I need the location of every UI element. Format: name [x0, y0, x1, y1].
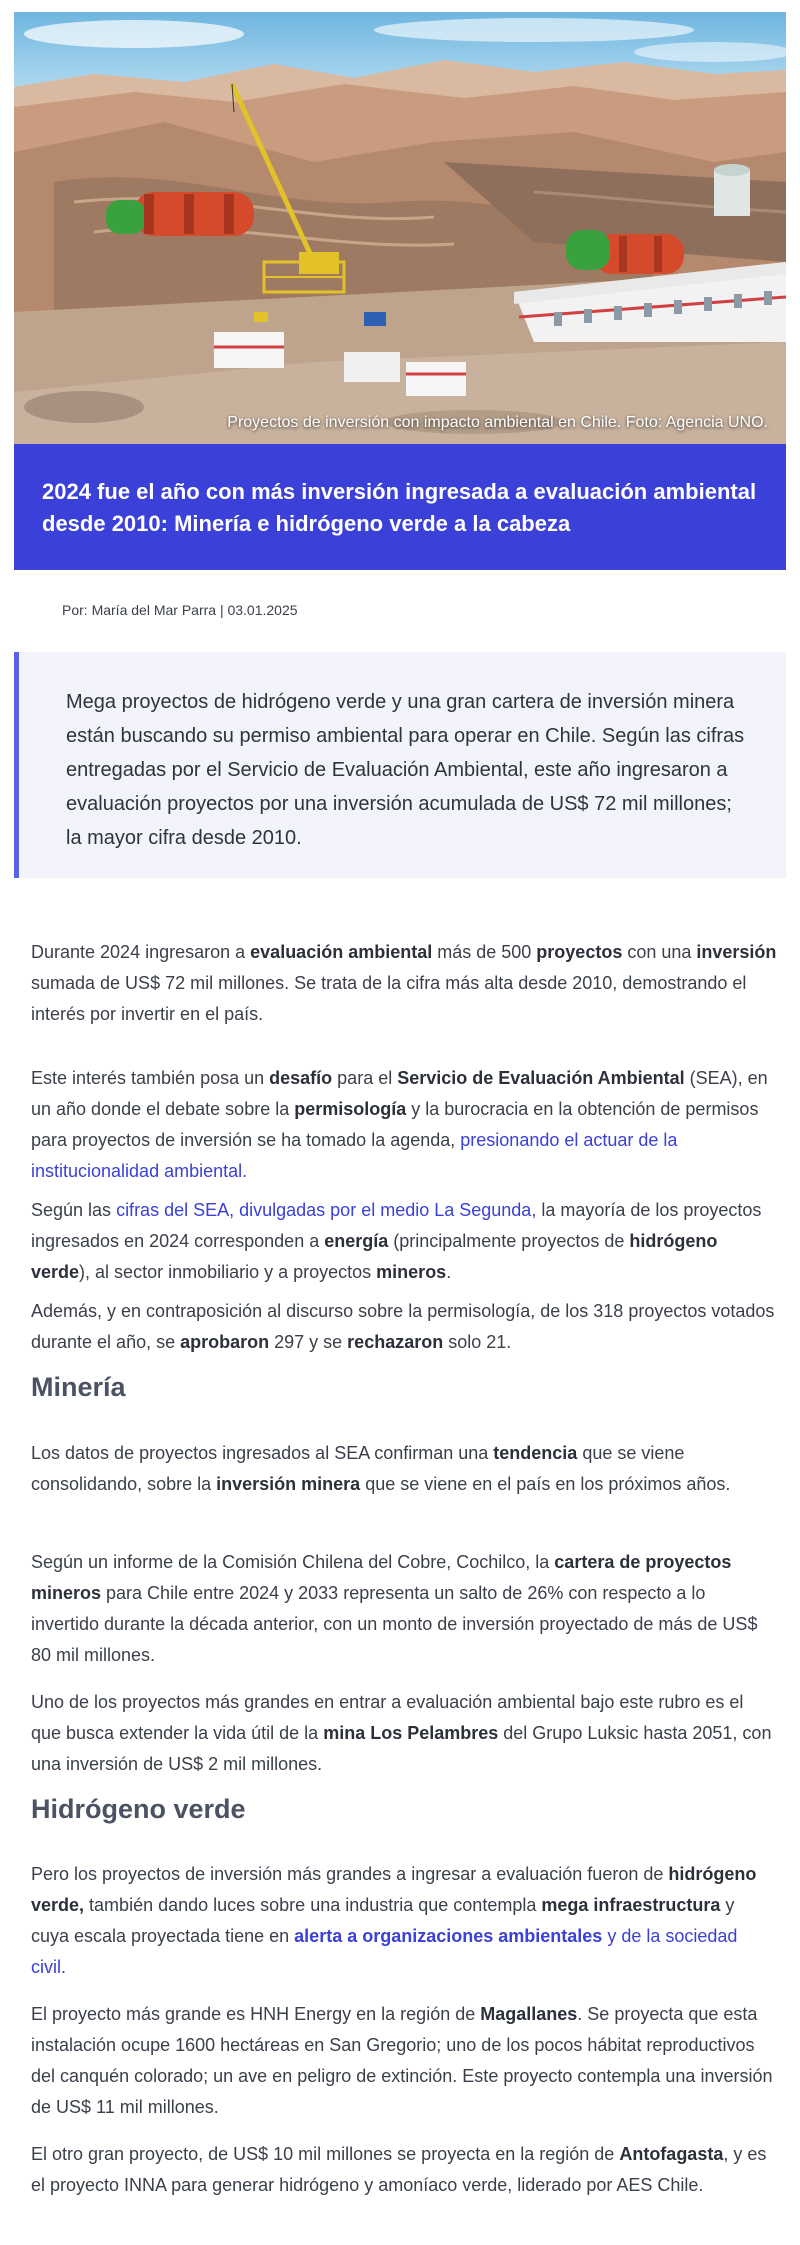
bold-text: inversión	[696, 942, 777, 962]
cifras-sea-link[interactable]: cifras del SEA, divulgadas por el medio La Segunda,	[116, 1200, 537, 1220]
text: Uno de los proyectos más grandes en entrar a evaluación ambiental bajo este rubro es el que busca extender la vida útil de la	[31, 1692, 744, 1743]
text: también dando luces sobre una industria que contempla	[84, 1895, 542, 1915]
paragraph-3	[31, 1195, 777, 1288]
text: Este interés también posa un	[31, 1068, 270, 1088]
bold-text: energía	[324, 1231, 389, 1251]
title-banner	[14, 444, 786, 570]
heading-mineria: Minería	[31, 1372, 126, 1402]
hero-image	[14, 12, 786, 444]
text: sumada de US$ 72 mil millones. Se trata de la cifra más alta desde 2010, demostrando el interés por invertir en el país.	[31, 973, 747, 1024]
text: ), al sector inmobiliario y a proyectos	[79, 1262, 377, 1282]
paragraph-9	[31, 1999, 777, 2123]
paragraph-2	[31, 1063, 777, 1187]
text: , y es el proyecto INNA para generar hidrógeno y amoníaco verde, liderado por AES Chile.	[31, 2144, 767, 2195]
bold-text: proyectos	[536, 942, 623, 962]
text: Durante 2024 ingresaron a	[31, 942, 251, 962]
mining-site-illustration	[14, 12, 786, 444]
paragraph-7	[31, 1687, 777, 1780]
bold-text: hidrógeno verde,	[31, 1864, 757, 1915]
text: Según las	[31, 1200, 117, 1220]
bold-text: hidrógeno verde	[31, 1231, 718, 1282]
bold-text: mineros	[376, 1262, 447, 1282]
article-title: 2024 fue el año con más inversión ingresada a evaluación ambiental desde 2010: Minería e hidrógeno verde a la cabeza	[42, 479, 757, 536]
text: Además, y en contraposición al discurso sobre la permisología, de los 318 proyectos votados durante el año, se	[31, 1301, 775, 1352]
bold-text: rechazaron	[347, 1332, 444, 1352]
bold-text: mega infraestructura	[541, 1895, 721, 1915]
bold-text: inversión minera	[216, 1474, 361, 1494]
paragraph-6	[31, 1547, 777, 1671]
paragraph-4	[31, 1296, 777, 1358]
text: para Chile entre 2024 y 2033 representa un salto de 26% con respecto a lo invertido durante la década anterior, con un monto de inversión proyectado de más de US$ 80 mil millones.	[31, 1583, 758, 1665]
text: (principalmente proyectos de	[388, 1231, 630, 1251]
text: más de 500	[432, 942, 537, 962]
paragraph-10	[31, 2139, 777, 2201]
text: .	[446, 1262, 452, 1282]
link-text: y de la sociedad civil.	[31, 1926, 738, 1977]
heading-hidrogeno: Hidrógeno verde	[31, 1794, 246, 1824]
institucionalidad-link[interactable]: presionando el actuar de la institucionalidad ambiental.	[31, 1130, 678, 1181]
text: para el	[332, 1068, 398, 1088]
text: que se viene consolidando, sobre la	[31, 1443, 685, 1494]
text: Según un informe de la Comisión Chilena del Cobre, Cochilco, la	[31, 1552, 555, 1572]
bold-text: Servicio de Evaluación Ambiental	[397, 1068, 685, 1088]
text: (SEA), en un año donde el debate sobre la	[31, 1068, 768, 1119]
paragraph-1	[31, 937, 777, 1030]
paragraph-5	[31, 1438, 777, 1500]
text: y cuya escala proyectada tiene en	[31, 1895, 735, 1946]
text: El otro gran proyecto, de US$ 10 mil millones se proyecta en la región de	[31, 2144, 620, 2164]
bold-text: tendencia	[493, 1443, 578, 1463]
text: y la burocracia en la obtención de permisos para proyectos de inversión se ha tomado la agenda,	[31, 1099, 759, 1150]
bold-text: Antofagasta	[619, 2144, 724, 2164]
bold-text: permisología	[294, 1099, 407, 1119]
hero-caption: Proyectos de inversión con impacto ambiental en Chile. Foto: Agencia UNO.	[227, 414, 768, 431]
bold-text: evaluación ambiental	[250, 942, 433, 962]
text: que se viene en el país en los próximos años.	[360, 1474, 731, 1494]
text: con una	[622, 942, 697, 962]
text: del Grupo Luksic hasta 2051, con una inversión de US$ 2 mil millones.	[31, 1723, 772, 1774]
text: la mayoría de los proyectos ingresados en 2024 corresponden a	[31, 1200, 762, 1251]
link-bold-text: alerta a organizaciones ambientales	[294, 1926, 603, 1946]
text: Los datos de proyectos ingresados al SEA confirman una	[31, 1443, 494, 1463]
bold-text: aprobaron	[180, 1332, 270, 1352]
text: 297 y se	[269, 1332, 348, 1352]
bold-text: mina Los Pelambres	[323, 1723, 499, 1743]
lead-paragraph: Mega proyectos de hidrógeno verde y una gran cartera de inversión minera están buscando su permiso ambiental para operar en Chile. Según las cifras entregadas por el Servicio de Evaluación Ambiental, este año ingresaron a evaluación proyectos por una inversión acumulada de US$ 72 mil millones; la mayor cifra desde 2010.	[66, 691, 745, 849]
text: solo 21.	[443, 1332, 512, 1352]
bold-text: desafío	[269, 1068, 333, 1088]
bold-text: Magallanes	[480, 2004, 578, 2024]
text: . Se proyecta que esta instalación ocupe 1600 hectáreas en San Gregorio; uno de los pocos hábitat reproductivos del canquén colorado; un ave en peligro de extinción. Este proyecto contempla una inversión de US$ 11 mil millones.	[31, 2004, 773, 2117]
byline: Por: María del Mar Parra | 03.01.2025	[62, 602, 298, 618]
text: El proyecto más grande es HNH Energy en la región de	[31, 2004, 481, 2024]
lead-box	[14, 652, 786, 878]
bold-text: cartera de proyectos mineros	[31, 1552, 732, 1603]
text: Pero los proyectos de inversión más grandes a ingresar a evaluación fueron de	[31, 1864, 669, 1884]
paragraph-8	[31, 1859, 777, 1983]
